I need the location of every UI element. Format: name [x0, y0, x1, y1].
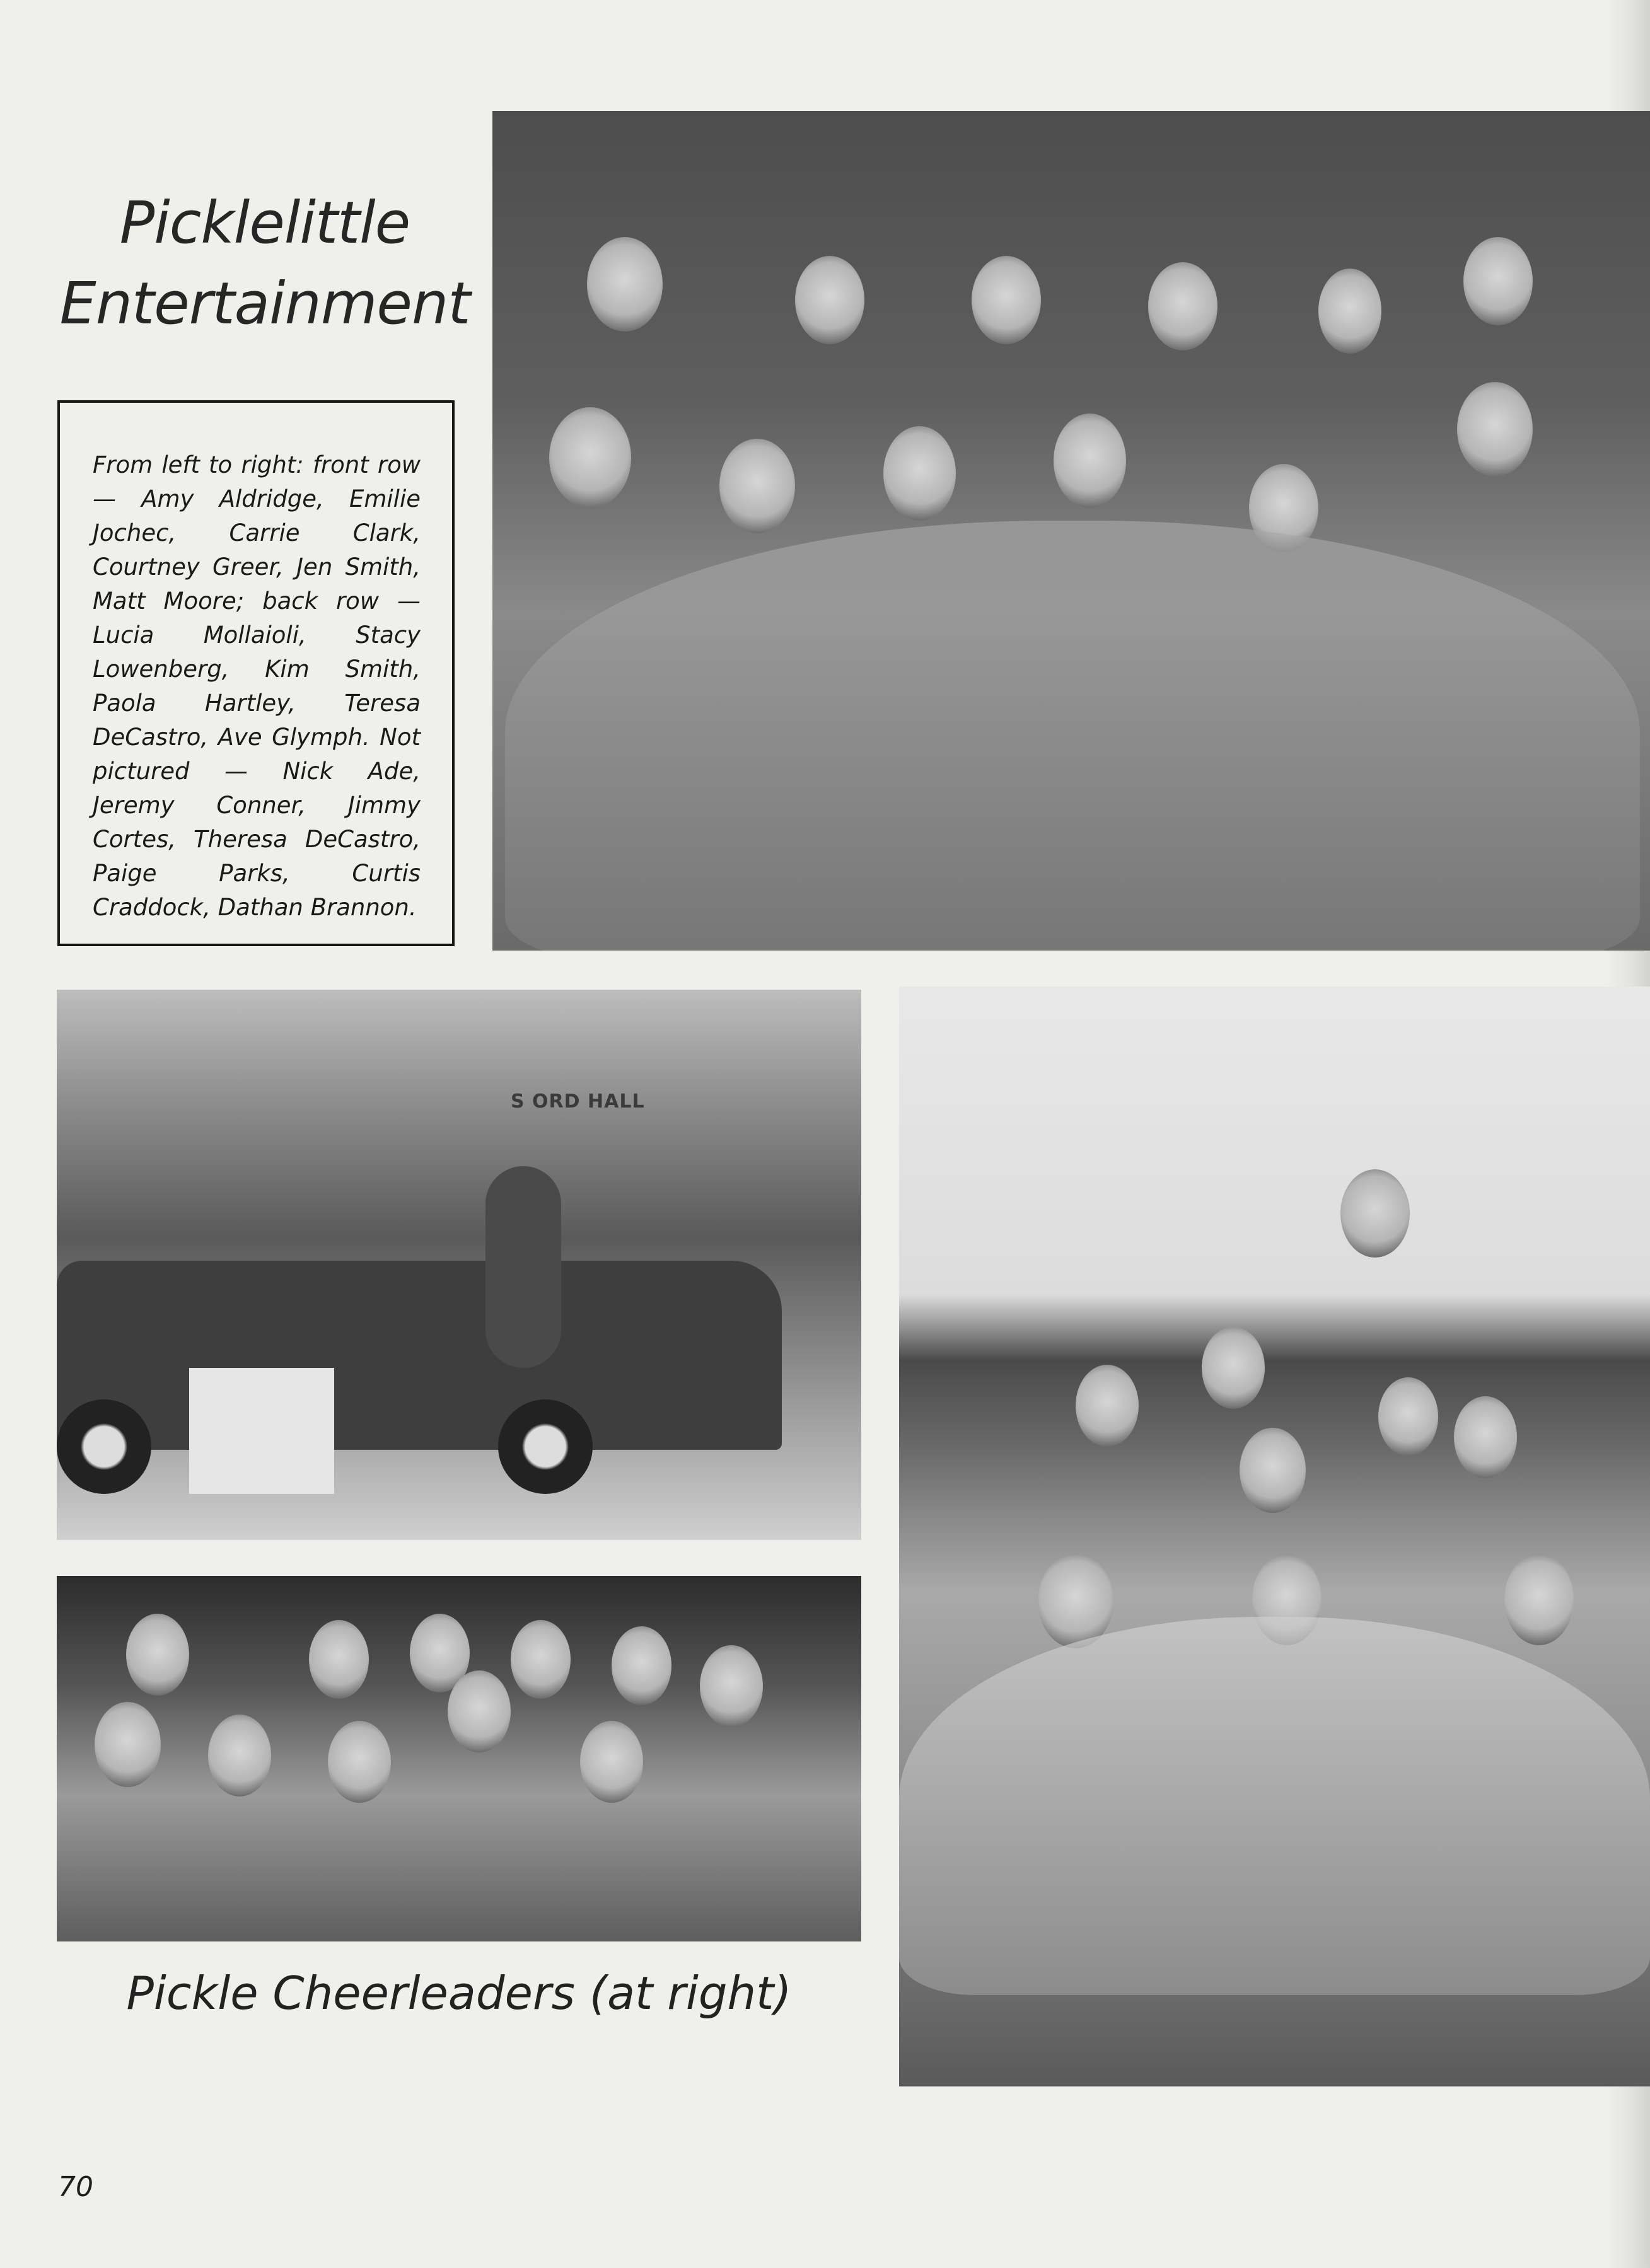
photo-figure	[208, 1715, 271, 1796]
caption-text: From left to right: front row — Amy Aldridge, Emilie Jochec, Carrie Clark, Courtney Greer, Jen Smith, Matt Moore; back row — Lucia Mollaioli, Stacy Lowenberg, Kim Smith, Paola Hartley, Teresa DeCastro, Ave Glymph. Not pictured — Nick Ade, Jeremy Conner, Jimmy Cortes, Theresa DeCastro, Paige Parks, Curtis Craddock, Dathan Brannon.	[93, 451, 421, 921]
photo-poster	[189, 1368, 334, 1494]
photo-figure	[1340, 1169, 1410, 1258]
photo-figure	[511, 1620, 571, 1699]
photo-figure	[612, 1626, 671, 1705]
photo-figure	[1240, 1428, 1306, 1513]
photo-figure	[328, 1721, 391, 1803]
photo-car-body	[57, 1261, 782, 1450]
photo-figure	[1054, 414, 1126, 508]
photo-bodies	[505, 521, 1640, 951]
photo-figure	[1454, 1396, 1517, 1478]
caption-box	[57, 400, 455, 946]
photo-figure	[95, 1702, 161, 1787]
page-title	[50, 183, 479, 344]
photo-pickle-costume	[485, 1166, 561, 1368]
photo-figure	[700, 1645, 763, 1727]
photo-figure	[448, 1670, 511, 1752]
title-line-2: Entertainment	[59, 270, 470, 337]
photo-figure	[1038, 1554, 1113, 1648]
photo-figure	[719, 439, 795, 533]
photo-car	[57, 990, 861, 1540]
photo-figure	[587, 237, 663, 332]
photo-figure	[1378, 1377, 1438, 1456]
photo-figure	[1463, 237, 1533, 325]
photo-cheerleaders	[899, 986, 1650, 2086]
photo-figure	[1148, 262, 1217, 350]
page-number: 70	[58, 2171, 93, 2203]
photo-figure	[1457, 382, 1533, 477]
title-line-1: Picklelittle	[119, 189, 410, 257]
photo-wheel	[57, 1399, 151, 1494]
photo-figure	[549, 407, 631, 508]
photo-figure	[126, 1614, 189, 1696]
photo-figure	[795, 256, 864, 344]
building-sign: S ORD HALL	[511, 1091, 645, 1113]
photo-figure	[1318, 269, 1381, 354]
photo-figure	[580, 1721, 643, 1803]
photo-figure	[972, 256, 1041, 344]
photo-figure	[1202, 1327, 1265, 1409]
photo-figure	[883, 426, 956, 521]
photo-group-faces	[57, 1576, 861, 1941]
cheerleaders-caption: Pickle Cheerleaders (at right)	[126, 1967, 792, 2020]
photo-figure	[1504, 1554, 1574, 1645]
photo-wheel	[498, 1399, 593, 1494]
photo-figure	[309, 1620, 369, 1699]
photo-group-main	[492, 111, 1650, 951]
photo-figure	[1076, 1365, 1139, 1447]
photo-bodies	[899, 1617, 1650, 1995]
